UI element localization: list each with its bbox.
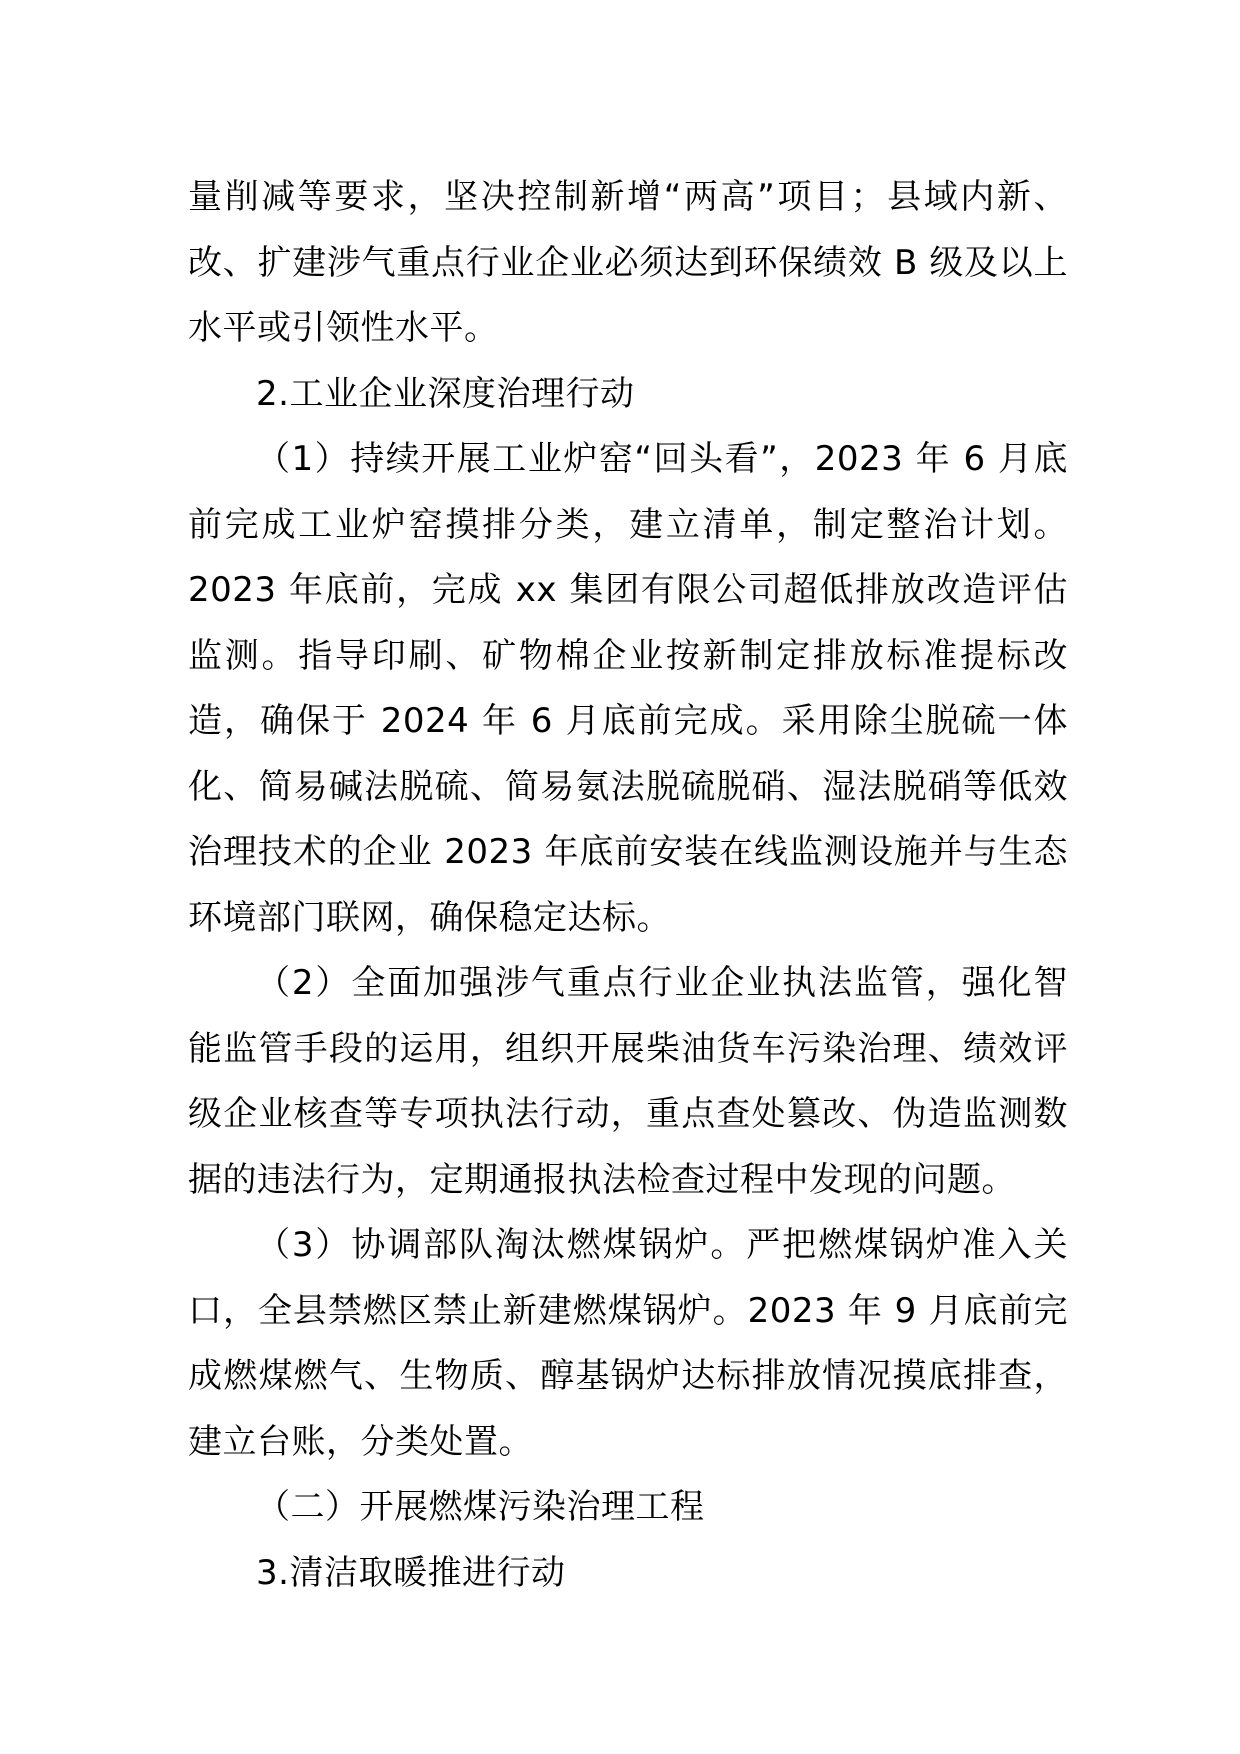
section-heading-clean-heating: 3.清洁取暖推进行动 bbox=[256, 1552, 566, 1593]
paragraph-item-2: （2）全面加强涉气重点行业企业执法监管，强化智能监管手段的运用，组织开展柴油货车污染治理、绩效评级企业核查等专项执法行动，重点查处篡改、伪造监测数据的违法行为，定期通报执法检查过程中发现的问题。 bbox=[188, 963, 1068, 1200]
paragraph-item-3: （3）协调部队淘汰燃煤锅炉。严把燃煤锅炉准入关口，全县禁燃区禁止新建燃煤锅炉。2023 年 9 月底前完成燃煤燃气、生物质、醇基锅炉达标排放情况摸底排查，建立台账，分类处置。 bbox=[188, 1225, 1068, 1462]
paragraph-item-1: （1）持续开展工业炉窑“回头看”，2023 年 6 月底前完成工业炉窑摸排分类，建立清单，制定整治计划。 2023 年底前，完成 xx 集团有限公司超低排放改造评估监测。指导印刷、矿物棉企业按新制定排放标准提标改造，确保于 2024 年 6 月底前完成。采用除尘脱硫一体化、简易碱法脱硫、简易氨法脱硫脱硝、湿法脱硝等低效治理技术的企业 2023 年底前安装在线监测设施并与生态环境部门联网，确保稳定达标。 bbox=[188, 439, 1068, 938]
document-body bbox=[188, 165, 1068, 1606]
section-heading-coal-pollution: （二）开展燃煤污染治理工程 bbox=[256, 1487, 705, 1527]
section-heading-industrial-governance: 2.工业企业深度治理行动 bbox=[256, 373, 635, 414]
paragraph-continuation: 量削减等要求，坚决控制新增“两高”项目；县域内新、改、扩建涉气重点行业企业必须达到环保绩效 B 级及以上水平或引领性水平。 bbox=[188, 177, 1068, 348]
